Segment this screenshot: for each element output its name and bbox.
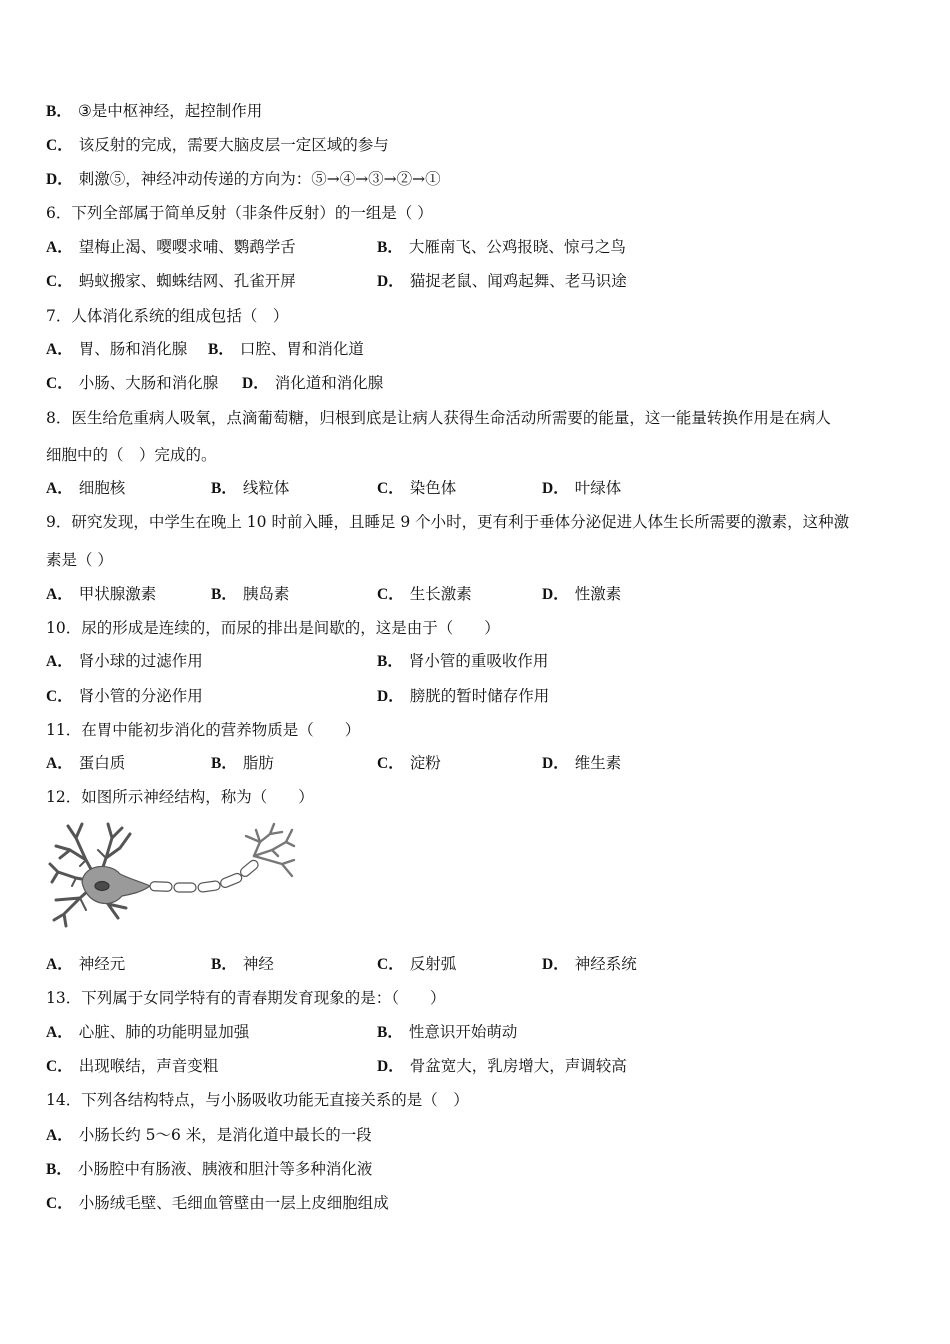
option-label: C． xyxy=(46,1058,73,1075)
q13-option-d xyxy=(377,1055,627,1078)
option-text: 口腔、胃和消化道 xyxy=(239,340,364,358)
option-label: B． xyxy=(208,341,234,358)
option-text: 淀粉 xyxy=(409,754,441,772)
q11-option-c xyxy=(377,752,441,775)
q5-option-b xyxy=(46,100,262,123)
option-label: B． xyxy=(46,103,72,120)
neuron-illustration-icon xyxy=(46,820,296,930)
option-label: B． xyxy=(211,480,237,497)
option-label: D． xyxy=(542,956,569,973)
option-text: 肾小管的分泌作用 xyxy=(78,687,203,705)
option-text: 出现喉结，声音变粗 xyxy=(78,1057,219,1075)
option-label: B． xyxy=(211,586,237,603)
q6-option-c xyxy=(46,270,296,293)
option-text: ③是中枢神经，起控制作用 xyxy=(77,102,263,120)
option-text: 神经 xyxy=(242,955,274,973)
q14-option-c xyxy=(46,1192,389,1215)
option-label: D． xyxy=(46,171,73,188)
q12-option-b xyxy=(211,953,274,976)
option-text: 蚂蚁搬家、蜘蛛结网、孔雀开屏 xyxy=(78,272,296,290)
q12-option-c xyxy=(377,953,456,976)
q6-stem: 6．下列全部属于简单反射（非条件反射）的一组是（ ） xyxy=(46,204,433,222)
option-label: C． xyxy=(377,755,404,772)
q10-option-c xyxy=(46,685,203,708)
q11-option-a xyxy=(46,752,125,775)
q9-option-d xyxy=(542,583,621,606)
q8-option-d xyxy=(542,477,621,500)
option-text: 线粒体 xyxy=(242,479,290,497)
option-text: 小肠腔中有肠液、胰液和胆汁等多种消化液 xyxy=(77,1160,373,1178)
q13-option-c xyxy=(46,1055,218,1078)
option-label: B． xyxy=(377,653,403,670)
q8-option-c xyxy=(377,477,456,500)
option-label: D． xyxy=(377,273,404,290)
option-label: A． xyxy=(46,586,73,603)
q12-option-a xyxy=(46,953,125,976)
option-text: 染色体 xyxy=(409,479,457,497)
q5-option-d xyxy=(46,168,441,191)
q5-option-c xyxy=(46,134,389,157)
q6-option-d xyxy=(377,270,627,293)
option-label: C． xyxy=(46,1195,73,1212)
option-label: D． xyxy=(542,586,569,603)
option-label: B． xyxy=(377,1024,403,1041)
q6-option-a xyxy=(46,236,296,259)
option-text: 维生素 xyxy=(574,754,622,772)
q8-stem-line1: 8．医生给危重病人吸氧，点滴葡萄糖，归根到底是让病人获得生命活动所需要的能量，这一能量转换作用是在病人 xyxy=(46,409,831,427)
q10-stem: 10．尿的形成是连续的，而尿的排出是间歇的，这是由于（ ） xyxy=(46,619,500,637)
q7-option-d xyxy=(242,372,383,395)
option-text: 性激素 xyxy=(574,585,622,603)
option-label: B． xyxy=(211,755,237,772)
q9-option-b xyxy=(211,583,289,606)
q11-stem: 11．在胃中能初步消化的营养物质是（ ） xyxy=(46,721,361,739)
q9-option-c xyxy=(377,583,472,606)
q7-option-c xyxy=(46,372,218,395)
q11-option-b xyxy=(211,752,274,775)
option-label: D． xyxy=(377,688,404,705)
option-label: A． xyxy=(46,956,73,973)
option-text: 骨盆宽大，乳房增大，声调较高 xyxy=(409,1057,627,1075)
option-label: A． xyxy=(46,239,73,256)
q13-stem: 13．下列属于女同学特有的青春期发育现象的是：（ ） xyxy=(46,989,446,1007)
q12-option-d xyxy=(542,953,637,976)
q8-stem-line2: 细胞中的（ ）完成的。 xyxy=(46,446,217,464)
option-text: 细胞核 xyxy=(78,479,126,497)
option-label: B． xyxy=(377,239,403,256)
option-label: D． xyxy=(242,375,269,392)
option-text: 望梅止渴、嘤嘤求哺、鹦鹉学舌 xyxy=(78,238,296,256)
option-text: 甲状腺激素 xyxy=(78,585,157,603)
q10-option-a xyxy=(46,650,203,673)
option-label: A． xyxy=(46,480,73,497)
q7-option-b xyxy=(208,338,364,361)
option-text: 生长激素 xyxy=(409,585,472,603)
q8-option-a xyxy=(46,477,125,500)
option-text: 胰岛素 xyxy=(242,585,290,603)
option-text: 性意识开始萌动 xyxy=(408,1023,518,1041)
option-text: 脂肪 xyxy=(242,754,274,772)
q9-stem-line1: 9．研究发现，中学生在晚上 10 时前入睡，且睡足 9 个小时，更有利于垂体分泌促进人体生长所需要的激素，这种激 xyxy=(46,513,850,531)
option-text: 小肠、大肠和消化腺 xyxy=(78,374,219,392)
option-label: D． xyxy=(377,1058,404,1075)
option-label: C． xyxy=(377,586,404,603)
option-text: 小肠绒毛壁、毛细血管壁由一层上皮细胞组成 xyxy=(78,1194,389,1212)
q14-option-a xyxy=(46,1124,372,1147)
q6-option-b xyxy=(377,236,626,259)
option-text: 心脏、肺的功能明显加强 xyxy=(78,1023,250,1041)
option-text: 膀胱的暂时储存作用 xyxy=(409,687,550,705)
option-text: 刺激⑤，神经冲动传递的方向为：⑤→④→③→②→① xyxy=(78,170,441,188)
option-text: 神经元 xyxy=(78,955,126,973)
option-text: 蛋白质 xyxy=(78,754,126,772)
option-text: 肾小管的重吸收作用 xyxy=(408,652,549,670)
option-text: 该反射的完成，需要大脑皮层一定区域的参与 xyxy=(78,136,389,154)
option-label: C． xyxy=(46,273,73,290)
option-text: 大雁南飞、公鸡报晓、惊弓之鸟 xyxy=(408,238,626,256)
option-label: C． xyxy=(46,688,73,705)
option-text: 猫捉老鼠、闻鸡起舞、老马识途 xyxy=(409,272,627,290)
option-text: 小肠长约 5～6 米，是消化道中最长的一段 xyxy=(78,1126,372,1144)
option-label: C． xyxy=(377,480,404,497)
q13-option-a xyxy=(46,1021,249,1044)
option-text: 胃、肠和消化腺 xyxy=(78,340,188,358)
q7-stem: 7．人体消化系统的组成包括（ ） xyxy=(46,307,289,325)
q14-option-b xyxy=(46,1158,372,1181)
option-text: 反射弧 xyxy=(409,955,457,973)
option-label: A． xyxy=(46,1127,73,1144)
q11-option-d xyxy=(542,752,621,775)
q13-option-b xyxy=(377,1021,517,1044)
option-label: C． xyxy=(46,375,73,392)
option-label: A． xyxy=(46,341,73,358)
option-label: C． xyxy=(377,956,404,973)
option-text: 神经系统 xyxy=(574,955,637,973)
option-label: B． xyxy=(46,1161,72,1178)
option-text: 肾小球的过滤作用 xyxy=(78,652,203,670)
q14-stem: 14．下列各结构特点，与小肠吸收功能无直接关系的是（ ） xyxy=(46,1091,469,1109)
q12-stem: 12．如图所示神经结构，称为（ ） xyxy=(46,788,314,806)
option-label: A． xyxy=(46,653,73,670)
q9-option-a xyxy=(46,583,156,606)
q7-option-a xyxy=(46,338,187,361)
option-label: C． xyxy=(46,137,73,154)
q9-stem-line2: 素是（ ） xyxy=(46,551,113,569)
q10-option-b xyxy=(377,650,548,673)
option-label: A． xyxy=(46,1024,73,1041)
option-label: B． xyxy=(211,956,237,973)
q8-option-b xyxy=(211,477,289,500)
option-label: D． xyxy=(542,480,569,497)
option-text: 消化道和消化腺 xyxy=(274,374,384,392)
option-label: A． xyxy=(46,755,73,772)
option-label: D． xyxy=(542,755,569,772)
q10-option-d xyxy=(377,685,549,708)
option-text: 叶绿体 xyxy=(574,479,622,497)
